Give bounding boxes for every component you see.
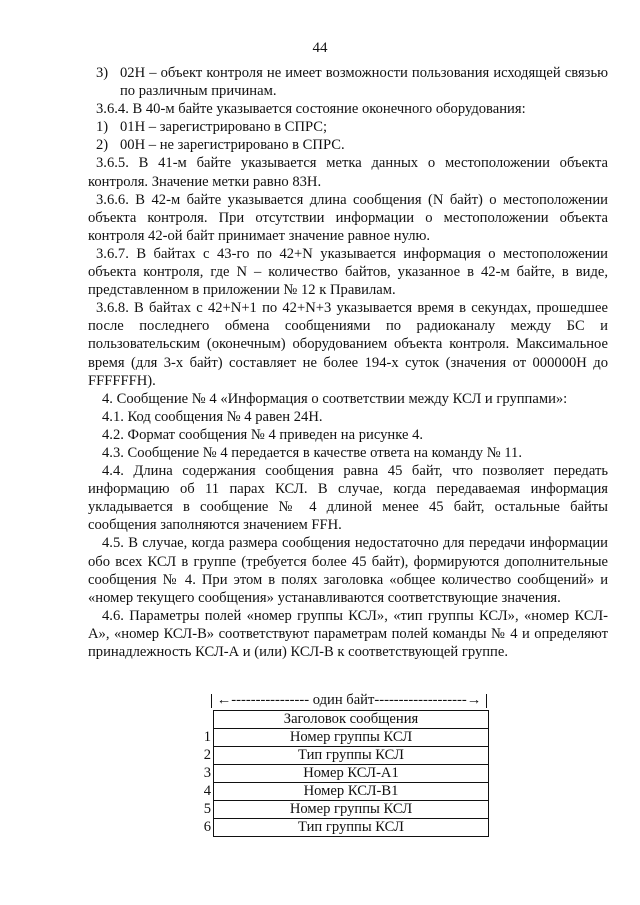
list-item-text: 01H – зарегистрировано в СПРС; (120, 119, 328, 136)
paragraph: 3.6.5. В 41-м байте указывается метка данных о местоположении объекта контроля. Значение метки равно 83H. (88, 155, 608, 190)
paragraph (88, 64, 608, 100)
format-table (195, 710, 489, 837)
paragraph: 3.6.7. В байтах с 43-го по 42+N указывается информация о местоположении объекта контроля, где N – количество байтов, указанное в 42-м байте, в виде, представленном в приложении № 12 к Правилам. (88, 245, 608, 299)
message-format-diagram (195, 692, 495, 837)
format-row (195, 765, 489, 783)
format-row (195, 783, 489, 801)
paragraph (88, 118, 608, 136)
format-row (195, 747, 489, 765)
list-marker: 2) (96, 137, 109, 154)
byte-width-indicator (211, 692, 487, 710)
paragraph: 3.6.4. В 40-м байте указывается состояние оконечного оборудования: (96, 101, 526, 118)
format-field-cell: Номер КСЛ-В1 (214, 783, 489, 801)
paragraph: 4.2. Формат сообщения № 4 приведен на рисунке 4. (102, 426, 424, 443)
list-item-text: 02H – объект контроля не имеет возможности пользования исходящей связью по различным причинам. (120, 65, 608, 100)
format-header-row (195, 711, 489, 729)
row-number: 6 (203, 819, 211, 835)
paragraph: 4.6. Параметры полей «номер группы КСЛ», «тип группы КСЛ», «номер КСЛ-А», «номер КСЛ-В» соответствуют параметрам полей команды № 4 и определяют принадлежность КСЛ-А и (или) КСЛ-В к соответствующей группе. (88, 607, 608, 660)
paragraph: 4.3. Сообщение № 4 передается в качестве ответа на команду № 11. (102, 444, 522, 461)
list-marker: 1) (96, 119, 109, 136)
byte-right-tick (486, 694, 487, 708)
row-number: 1 (203, 729, 211, 745)
row-number: 5 (203, 801, 211, 817)
paragraph: 4.1. Код сообщения № 4 равен 24H. (102, 408, 323, 425)
list-item-text: 00H – не зарегистрировано в СПРС. (120, 137, 345, 154)
format-field-cell: Номер КСЛ-А1 (214, 765, 489, 783)
format-row (195, 801, 489, 819)
list-marker: 3) (96, 65, 109, 81)
format-row (195, 819, 489, 837)
row-number: 2 (203, 747, 211, 763)
paragraph: 3.6.6. В 42-м байте указывается длина сообщения (N байт) о местоположении объекта контроля. При отсутствии информации о местоположении объекта контроля 42-ой байт принимает значение равное нулю. (88, 191, 608, 244)
format-field-cell: Тип группы КСЛ (214, 747, 489, 765)
body-text (88, 64, 608, 661)
format-field-cell: Номер группы КСЛ (214, 729, 489, 747)
paragraph (88, 136, 608, 154)
format-field-cell: Тип группы КСЛ (214, 819, 489, 837)
paragraph: 4.4. Длина содержания сообщения равна 45 байт, что позволяет передать информацию об 11 парах КСЛ. В случае, когда передаваемая информация укладывается в сообщение № 4 длиной менее 45 байт, остальные байты сообщения заполняются значением FFH. (88, 463, 608, 534)
format-header-cell: Заголовок сообщения (214, 711, 489, 729)
row-number: 4 (203, 783, 211, 799)
paragraph: 4. Сообщение № 4 «Информация о соответствии между КСЛ и группами»: (102, 390, 568, 407)
row-number (195, 711, 214, 729)
byte-width-label: ←---------------- один байт-------------------→ (216, 692, 482, 708)
format-field-cell: Номер группы КСЛ (214, 801, 489, 819)
page-number: 44 (312, 40, 328, 56)
row-number: 3 (203, 765, 211, 781)
paragraph: 3.6.8. В байтах с 42+N+1 по 42+N+3 указывается время в секундах, прошедшее после последнего обмена сообщениями по радиоканалу между БС и пользовательским (оконечным) оборудованием объекта контроля. Максимальное время (для 3-х байт) составляет не более 194-х суток (значения от 000000H до FFFFFFH). (88, 300, 608, 389)
paragraph: 4.5. В случае, когда размера сообщения недостаточно для передачи информации обо всех КСЛ в группе (требуется более 45 байт), формируются дополнительные сообщения № 4. При этом в полях заголовка «общее количество сообщений» и «номер текущего сообщения» устанавливаются соответствующие значения. (88, 535, 608, 606)
format-row (195, 729, 489, 747)
